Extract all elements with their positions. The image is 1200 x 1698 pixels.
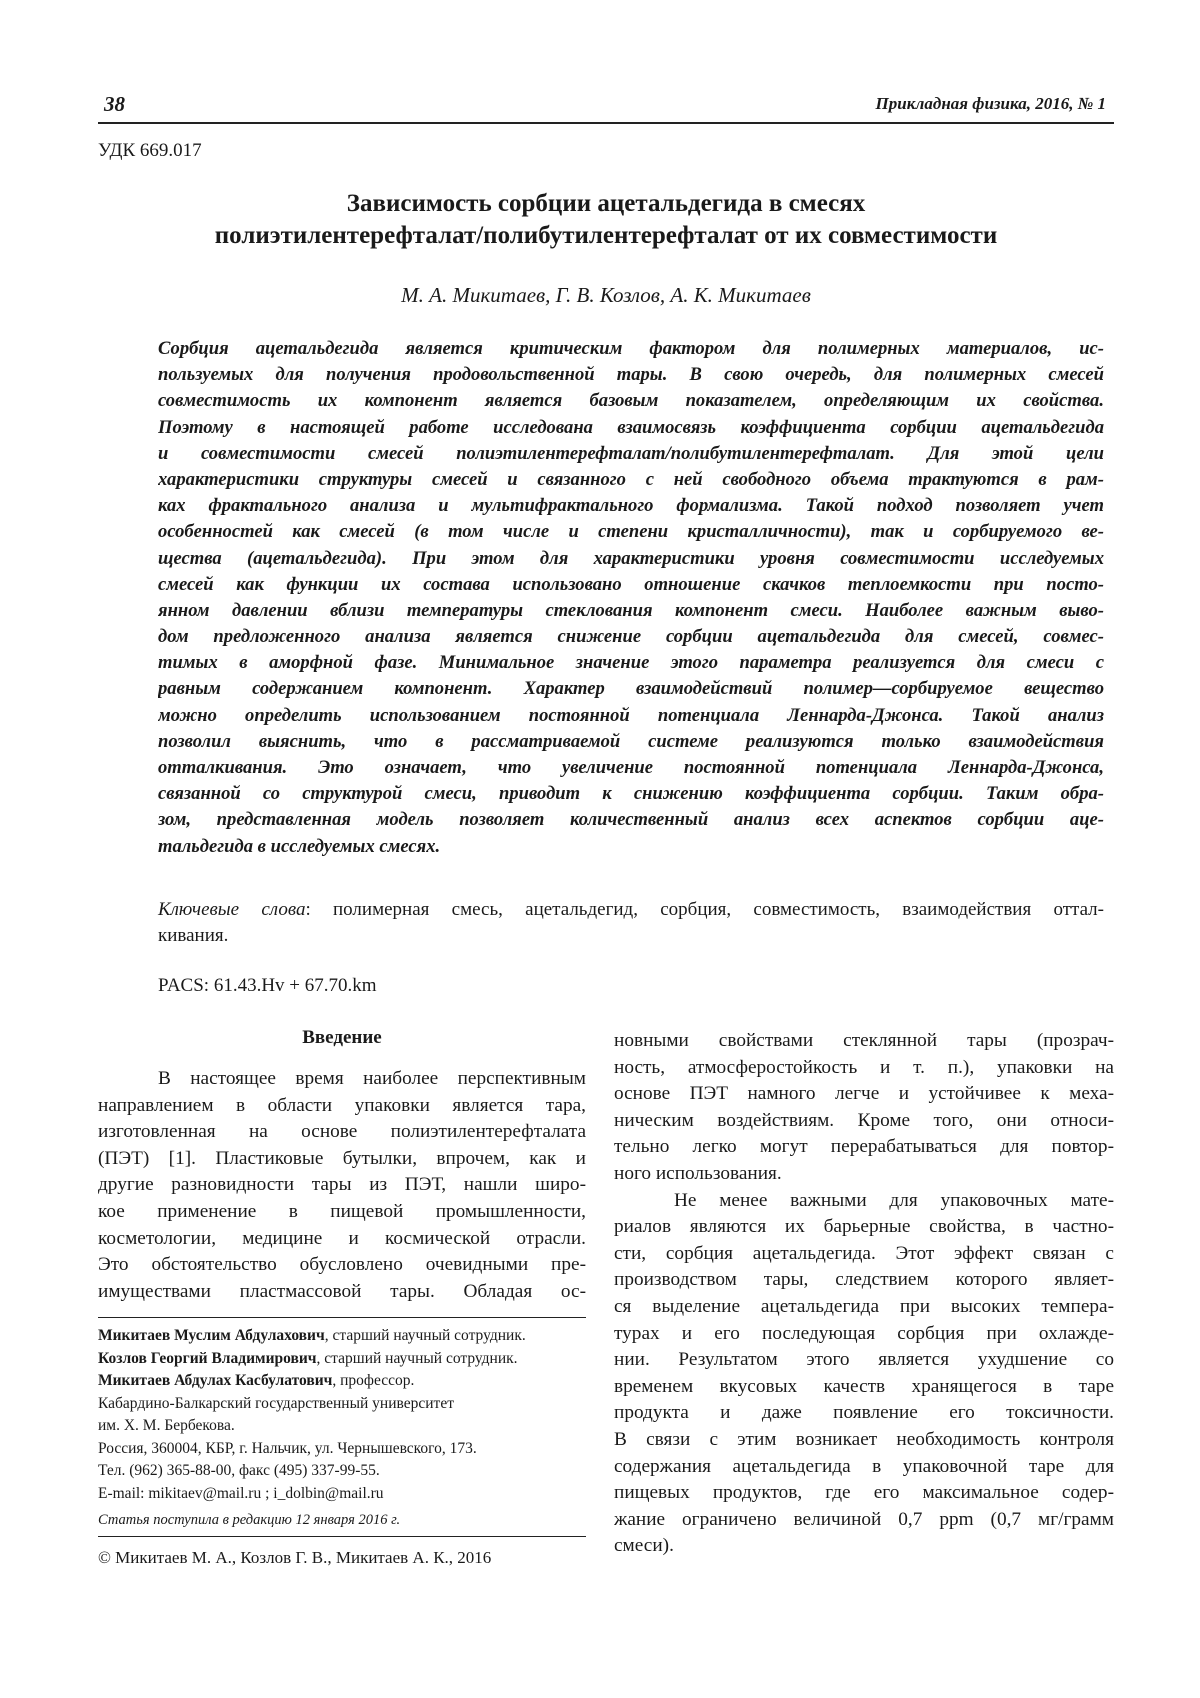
- footnote-divider-top: [98, 1317, 586, 1318]
- author-2-name: Козлов Георгий Владимирович: [98, 1349, 317, 1367]
- author-3-info: [98, 1370, 586, 1393]
- body-line: (ПЭТ) [1]. Пластиковые бутылки, впрочем, как и: [98, 1147, 586, 1169]
- abstract-line: смесей как функции их состава использовано отношение скачков теплоемкости при посто-: [158, 573, 1104, 595]
- body-line: пищевых продуктов, где его максимальное содер-: [614, 1482, 1114, 1504]
- body-line: изготовленная на основе полиэтилентерефталата: [98, 1121, 586, 1143]
- body-line: В настоящее время наиболее перспективным: [158, 1068, 586, 1089]
- body-line: риалов являются их барьерные свойства, в частно-: [614, 1216, 1114, 1238]
- organization-line-1: Кабардино-Балкарский государственный университет: [98, 1394, 454, 1412]
- body-line: продукта и даже появление его токсичности.: [614, 1402, 1114, 1424]
- journal-citation: Прикладная физика, 2016, № 1: [875, 94, 1106, 113]
- body-line: имуществами пластмассовой тары. Обладая ос-: [98, 1280, 586, 1302]
- udk-code: УДК 669.017: [98, 140, 202, 161]
- body-line: основе ПЭТ намного легче и устойчивее к меха-: [614, 1083, 1114, 1105]
- keywords-text: : полимерная смесь, ацетальдегид, сорбция, совместимость, взаимодействия оттал-: [305, 899, 1104, 920]
- keywords-line-1: [158, 897, 1104, 923]
- author-3-role: , профессор.: [332, 1372, 415, 1389]
- left-column-text: [98, 1066, 586, 1305]
- body-line: новными свойствами стеклянной тары (прозрач-: [614, 1030, 1114, 1051]
- footnote-divider-bottom: [98, 1536, 586, 1537]
- title-line-1: Зависимость сорбции ацетальдегида в смесях: [346, 190, 866, 217]
- author-1-info: [98, 1325, 586, 1348]
- abstract-line: зом, представленная модель позволяет количественный анализ всех аспектов сорбции аце-: [158, 809, 1104, 831]
- page-number: 38: [104, 92, 125, 116]
- article-title: [98, 188, 1114, 252]
- body-line: жание ограничено величиной 0,7 ppm (0,7 мг/грамм: [614, 1508, 1114, 1530]
- abstract-line: особенностей как смесей (в том числе и степени кристалличности), так и сорбируемого ве-: [158, 521, 1104, 543]
- abstract-line: равным содержанием компонент. Характер взаимодействий полимер—сорбируемое вещество: [158, 678, 1104, 700]
- body-line: ного использования.: [614, 1162, 782, 1184]
- body-line: Это обстоятельство обусловлено очевидными пре-: [98, 1254, 586, 1276]
- body-line: содержания ацетальдегида в упаковочной таре для: [614, 1455, 1114, 1477]
- body-line: косметологии, медицине и космической отрасли.: [98, 1227, 586, 1249]
- keywords: [158, 897, 1104, 949]
- author-1-name: Микитаев Муслим Абдулахович: [98, 1327, 325, 1344]
- body-line: В связи с этим возникает необходимость контроля: [614, 1428, 1114, 1450]
- body-line: ническим воздействиям. Кроме того, они относи-: [614, 1109, 1114, 1131]
- body-line: кое применение в пищевой промышленности,: [98, 1200, 586, 1222]
- body-line: ся выделение ацетальдегида при высоких темпера-: [614, 1295, 1114, 1317]
- body-line: ность, атмосферостойкость и т. п.), упаковки на: [614, 1056, 1114, 1078]
- body-line: турах и его последующая сорбция при охлажде-: [614, 1322, 1114, 1344]
- author-2-info: [98, 1348, 586, 1371]
- author-3-name: Микитаев Абдулах Касбулатович: [98, 1372, 333, 1389]
- body-line: производством тары, следствием которого являет-: [614, 1269, 1114, 1291]
- abstract-line: дом предложенного анализа является снижение сорбции ацетальдегида для смесей, совмес-: [158, 626, 1104, 648]
- abstract-line: пользуемых для получения продовольственной тары. В свою очередь, для полимерных смесей: [158, 364, 1104, 386]
- abstract: [158, 336, 1104, 860]
- title-line-2: полиэтилентерефталат/полибутилентерефталат от их совместимости: [214, 222, 998, 249]
- keywords-line-2: кивания.: [158, 925, 229, 946]
- abstract-line: тимых в аморфной фазе. Минимальное значение этого параметра реализуется для смеси с: [158, 652, 1104, 674]
- author-list: М. А. Микитаев, Г. В. Козлов, А. К. Микитаев: [401, 283, 811, 307]
- running-header: [98, 90, 1114, 124]
- email-contacts: E-mail: mikitaev@mail.ru ; i_dolbin@mail.ru: [98, 1484, 384, 1502]
- body-line: Не менее важными для упаковочных мате-: [674, 1189, 1114, 1211]
- abstract-line: и совместимости смесей полиэтилентерефталат/полибутилентерефталат. Для этой цели: [158, 442, 1104, 464]
- abstract-line: Поэтому в настоящей работе исследована взаимосвязь коэффициента сорбции ацетальдегида: [158, 416, 1104, 438]
- body-line: направлением в области упаковки является тара,: [98, 1094, 586, 1116]
- pacs-codes: PACS: 61.43.Hv + 67.70.km: [158, 975, 377, 996]
- received-date: Статья поступила в редакцию 12 января 2016 г.: [98, 1512, 401, 1528]
- body-line: нии. Результатом этого является ухудшение со: [614, 1349, 1114, 1371]
- abstract-line: можно определить использованием постоянной потенциала Леннарда-Джонса. Такой анализ: [158, 704, 1104, 726]
- body-line: тельно легко могут перерабатываться для повтор-: [614, 1136, 1114, 1158]
- body-line: другие разновидности тары из ПЭТ, нашли широ-: [98, 1174, 586, 1196]
- phone-fax: Тел. (962) 365-88-00, факс (495) 337-99-55.: [98, 1462, 380, 1479]
- abstract-line: связанной со структурой смеси, приводит к снижению коэффициента сорбции. Таким обра-: [158, 783, 1104, 805]
- right-column-text: [614, 1028, 1114, 1560]
- author-affiliations: [98, 1325, 586, 1505]
- postal-address: Россия, 360004, КБР, г. Нальчик, ул. Чернышевского, 173.: [98, 1439, 477, 1457]
- abstract-line: характеристики структуры смесей и связанного с ней свободного объема трактуются в рам-: [158, 468, 1104, 490]
- copyright-notice: © Микитаев М. А., Козлов Г. В., Микитаев А. К., 2016: [98, 1548, 492, 1567]
- abstract-line: отталкивания. Это означает, что увеличение постоянной потенциала Леннарда-Джонса,: [158, 757, 1104, 778]
- author-1-role: , старший научный сотрудник.: [324, 1327, 526, 1344]
- author-2-role: , старший научный сотрудник.: [316, 1349, 518, 1367]
- section-heading-introduction: Введение: [302, 1027, 382, 1048]
- keywords-label: Ключевые слова: [158, 899, 306, 920]
- body-line: временем вкусовых качеств хранящегося в таре: [614, 1375, 1114, 1397]
- abstract-line: ках фрактального анализа и мультифрактального формализма. Такой подход позволяет учет: [158, 495, 1104, 517]
- organization-line-2: им. Х. М. Бербекова.: [98, 1417, 235, 1434]
- abstract-line: щества (ацетальдегида). При этом для характеристики уровня совместимости исследуемых: [158, 547, 1104, 569]
- abstract-line: тальдегида в исследуемых смесях.: [158, 835, 441, 857]
- abstract-line: Сорбция ацетальдегида является критическим фактором для полимерных материалов, ис-: [158, 338, 1104, 359]
- abstract-line: совместимость их компонент является базовым показателем, определяющим их свойства.: [158, 390, 1104, 412]
- body-line: сти, сорбция ацетальдегида. Этот эффект связан с: [614, 1242, 1114, 1264]
- body-line: смеси).: [614, 1535, 674, 1557]
- abstract-line: янном давлении вблизи температуры стеклования компонент смеси. Наиболее важным выво-: [158, 599, 1104, 621]
- abstract-line: позволил выяснить, что в рассматриваемой системе реализуются только взаимодействия: [158, 730, 1104, 752]
